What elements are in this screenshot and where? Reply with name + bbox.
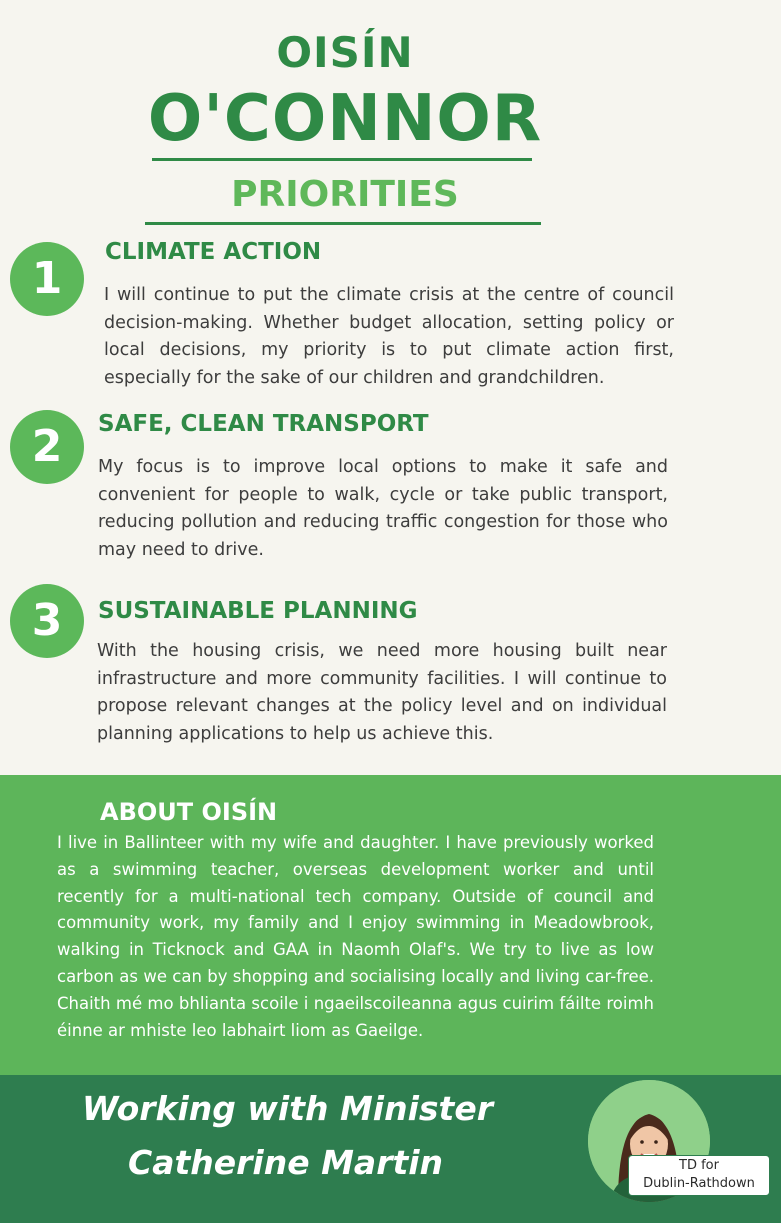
td-constituency-label <box>628 1155 770 1196</box>
td-label-line-2: Dublin-Rathdown <box>643 1176 755 1191</box>
footer-line-1: Working with Minister <box>82 1089 493 1128</box>
priorities-heading: PRIORITIES <box>231 174 459 215</box>
about-body-text: I live in Ballinteer with my wife and daughter. I have previously worked as a swimming teacher, overseas development worker and until recently for a multi-national tech company. Outside of council and community work, my family and I enjoy swimming in Meadowbrook, walking in Ticknock and GAA in Naomh Olaf's. We try to live as low carbon as we can by shopping and socialising locally and living car-free. Chaith mé mo bhlianta scoile i ngaeilscoileanna agus cuirim fáilte roimh éinne ar mhiste leo labhairt liom as Gaeilge. <box>57 833 654 1040</box>
candidate-last-name: O'CONNOR <box>147 82 543 156</box>
priority-2-body: My focus is to improve local options to make it safe and convenient for people to walk, cycle or take public transport, reducing pollution and reducing traffic congestion for those who may need to drive. <box>98 457 668 560</box>
candidate-first-name: OISÍN <box>276 28 414 77</box>
priority-3-number-badge: 3 <box>10 584 84 658</box>
priority-1-body: I will continue to put the climate crisis at the centre of council decision-making. Whether budget allocation, setting policy or local decisions, my priority is to put climate action first, especially for the sake of our children and grandchildren. <box>104 285 674 388</box>
footer-line-2: Catherine Martin <box>128 1143 444 1182</box>
priority-3-body: With the housing crisis, we need more housing built near infrastructure and more community facilities. I will continue to propose relevant changes at the policy level and on individual planning applications to help us achieve this. <box>97 641 667 744</box>
title-divider <box>152 158 532 161</box>
priority-1-title: CLIMATE ACTION <box>105 239 322 265</box>
priorities-divider <box>145 222 541 225</box>
priority-2-title: SAFE, CLEAN TRANSPORT <box>98 411 429 437</box>
about-heading: ABOUT OISÍN <box>100 798 278 826</box>
td-label-line-1: TD for <box>679 1158 719 1173</box>
priority-2-number-badge: 2 <box>10 410 84 484</box>
priority-1-number-badge: 1 <box>10 242 84 316</box>
priority-3-title: SUSTAINABLE PLANNING <box>98 598 418 624</box>
